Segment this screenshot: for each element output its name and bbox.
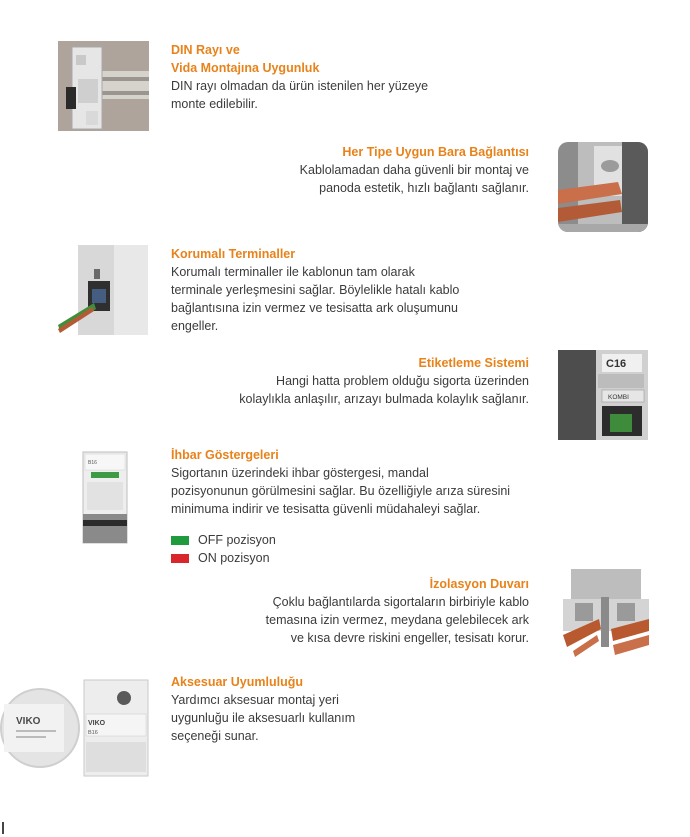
feature-title: Her Tipe Uygun Bara Bağlantısı [342,145,529,159]
feature-isolation-wall [200,575,529,647]
feature-description: Çoklu bağlantılarda sigortaların birbiriyle kablo temasına izin vermez, meydana gelebilecek ark ve kısa devre riskini engeller, tesisatı korur. [265,595,529,645]
feature-accessory-compatibility [171,673,431,745]
on-swatch [171,554,189,563]
feature-title: Aksesuar Uyumluluğu [171,675,303,689]
feature-din-rail [171,41,471,113]
accessory-photo [0,678,150,778]
legend-label: OFF pozisyon [198,533,276,547]
legend-item-off [171,531,276,549]
accessory-rating-label: B16 [88,730,98,736]
legend-label: ON pozisyon [198,551,270,565]
feature-description: DIN rayı olmadan da ürün istenilen her yüzeye monte edilebilir. [171,79,429,111]
feature-description: Yardımcı aksesuar montaj yeri uygunluğu ile aksesuarlı kullanım seçeneği sunar. [171,693,356,743]
feature-protected-terminals [171,245,491,335]
feature-description: Sigortanın üzerindeki ihbar göstergesi, mandal pozisyonunun görülmesini sağlar. Bu özelliğiyle arıza süresini minimuma indirir ve tesisatta güvenli müdahaleyi sağlar. [171,466,511,516]
isolation-wall-photo [563,569,649,659]
feature-title: İzolasyon Duvarı [429,577,529,591]
feature-description: Korumalı terminaller ile kablonun tam olarak terminale yerleşmesini sağlar. Böylelikle hatalı kablo bağlantısına izin vermez ve tesisatta ark oluşumunu engeller. [171,265,460,333]
feature-title: İhbar Göstergeleri [171,448,279,462]
page-edge-mark [2,822,4,834]
indicator-photo [81,450,129,545]
feature-labeling-system [200,354,529,408]
feature-description: Kablolamadan daha güvenli bir montaj ve panoda estetik, hızlı bağlantı sağlanır. [299,163,529,195]
legend-item-on [171,549,276,567]
protected-terminal-photo [58,245,148,335]
accessory-magnified-brand: VIKO [16,716,41,727]
feature-busbar-connection [220,143,529,197]
feature-indicators [171,446,531,518]
feature-title: Korumalı Terminaller [171,247,296,261]
busbar-photo [558,142,648,232]
din-rail-photo [58,41,149,131]
off-swatch [171,536,189,545]
etiket-brand-label: KOMBI [608,394,629,401]
ihbar-rating-label: B16 [88,460,97,466]
labeling-photo [558,350,648,440]
feature-description: Hangi hatta problem olduğu sigorta üzerinden kolaylıkla anlaşılır, arızayı bulmada kolaylık sağlanır. [239,374,529,406]
accessory-brand-label: VIKO [88,720,106,727]
feature-title: Etiketleme Sistemi [418,356,529,370]
feature-title: DIN Rayı ve Vida Montajına Uygunluk [171,43,320,75]
etiket-rating-label: C16 [606,358,627,370]
indicator-legend [171,531,276,567]
